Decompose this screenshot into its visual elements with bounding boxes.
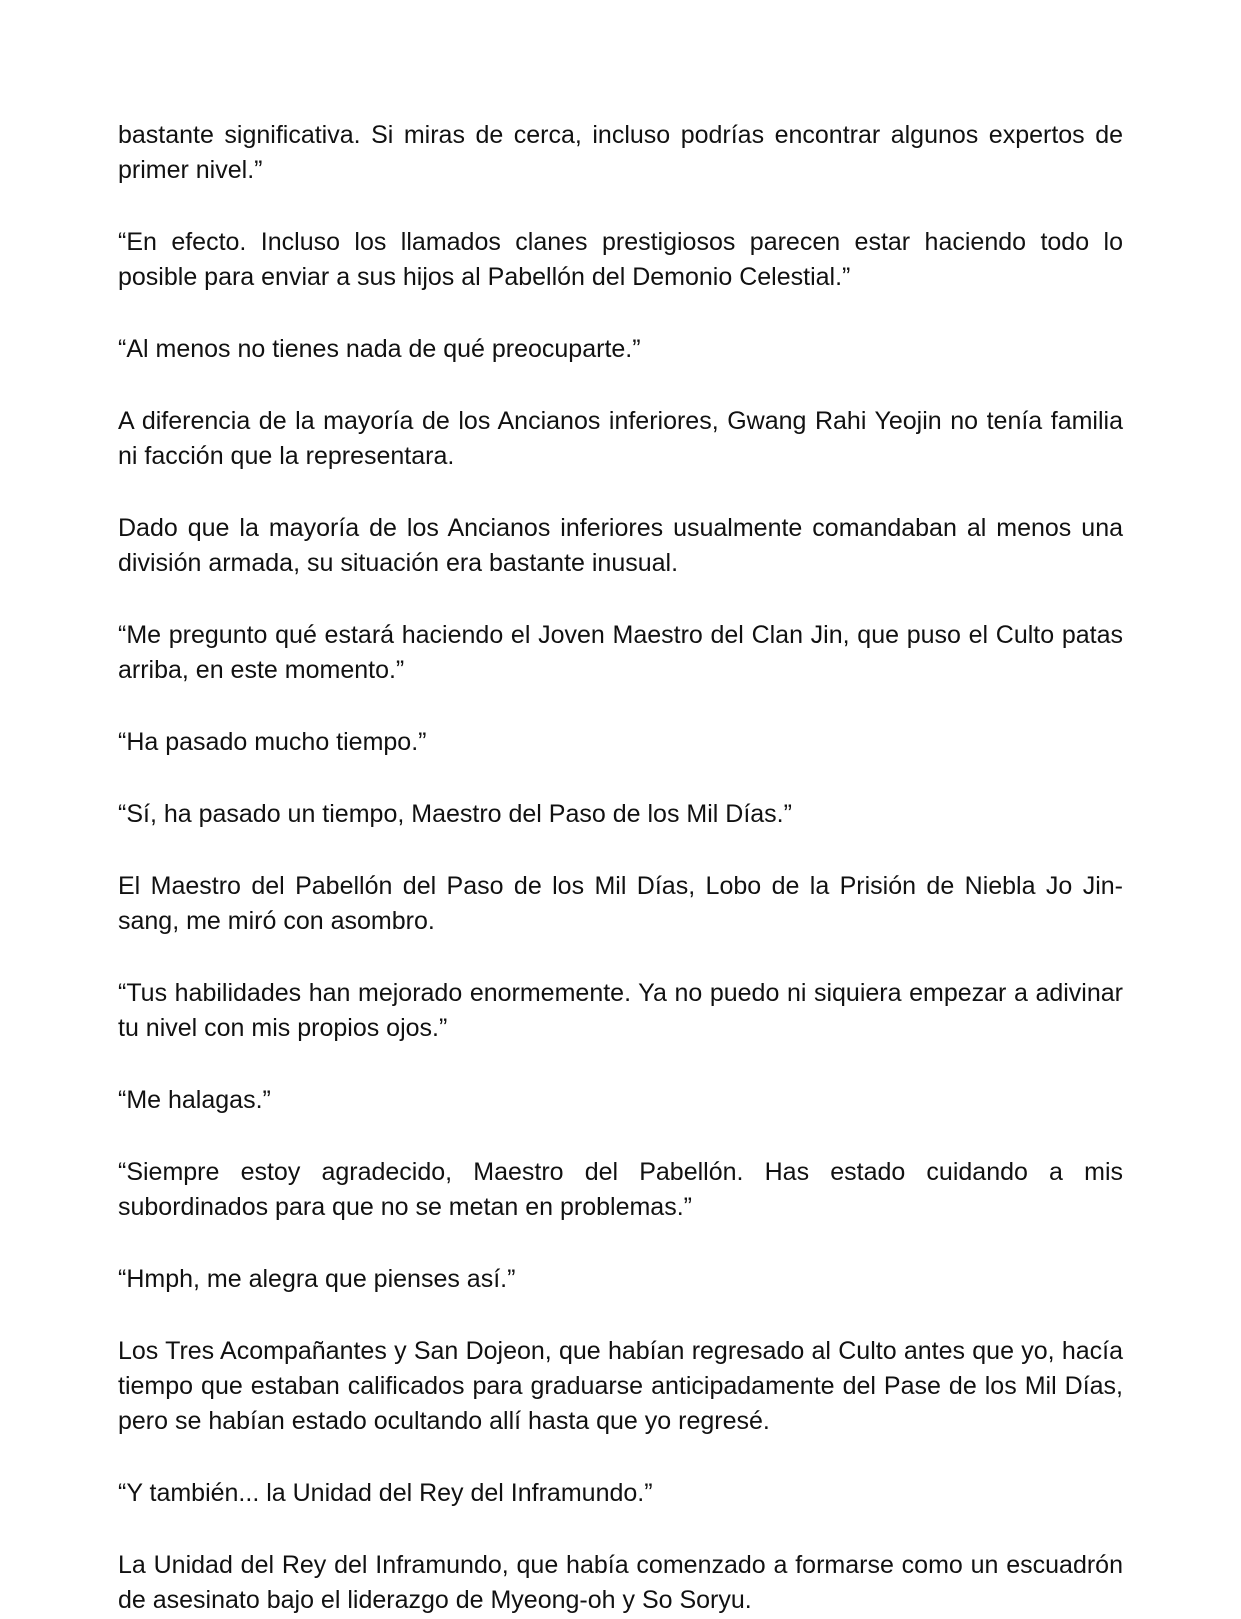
paragraph-11: “Me halagas.” bbox=[118, 1086, 271, 1114]
paragraph-12: “Siempre estoy agradecido, Maestro del Pabellón. Has estado cuidando a mis subordinados para que no se metan en problemas.” bbox=[118, 1158, 1123, 1221]
paragraph-14: Los Tres Acompañantes y San Dojeon, que habían regresado al Culto antes que yo, hacía tiempo que estaban calificados para graduarse anticipadamente del Pase de los Mil Días, pero se habían estado ocultando allí hasta que yo regresé. bbox=[118, 1337, 1123, 1435]
paragraph-15: “Y también... la Unidad del Rey del Inframundo.” bbox=[118, 1479, 653, 1507]
paragraph-5: Dado que la mayoría de los Ancianos inferiores usualmente comandaban al menos una división armada, su situación era bastante inusual. bbox=[118, 514, 1123, 577]
paragraph-1: bastante significativa. Si miras de cerca, incluso podrías encontrar algunos expertos de primer nivel.” bbox=[118, 121, 1123, 184]
document-body bbox=[118, 118, 1123, 1618]
paragraph-4: A diferencia de la mayoría de los Ancianos inferiores, Gwang Rahi Yeojin no tenía familia ni facción que la representara. bbox=[118, 407, 1123, 470]
paragraph-9: El Maestro del Pabellón del Paso de los Mil Días, Lobo de la Prisión de Niebla Jo Jin-sang, me miró con asombro. bbox=[118, 872, 1123, 935]
paragraph-10: “Tus habilidades han mejorado enormemente. Ya no puedo ni siquiera empezar a adivinar tu nivel con mis propios ojos.” bbox=[118, 979, 1123, 1042]
paragraph-8: “Sí, ha pasado un tiempo, Maestro del Paso de los Mil Días.” bbox=[118, 800, 792, 828]
paragraph-7: “Ha pasado mucho tiempo.” bbox=[118, 728, 427, 756]
paragraph-13: “Hmph, me alegra que pienses así.” bbox=[118, 1265, 516, 1293]
paragraph-6: “Me pregunto qué estará haciendo el Joven Maestro del Clan Jin, que puso el Culto patas arriba, en este momento.” bbox=[118, 621, 1123, 684]
paragraph-2: “En efecto. Incluso los llamados clanes prestigiosos parecen estar haciendo todo lo posible para enviar a sus hijos al Pabellón del Demonio Celestial.” bbox=[118, 228, 1123, 291]
paragraph-16: La Unidad del Rey del Inframundo, que había comenzado a formarse como un escuadrón de asesinato bajo el liderazgo de Myeong-oh y So Soryu. bbox=[118, 1551, 1123, 1614]
paragraph-3: “Al menos no tienes nada de qué preocuparte.” bbox=[118, 335, 641, 363]
